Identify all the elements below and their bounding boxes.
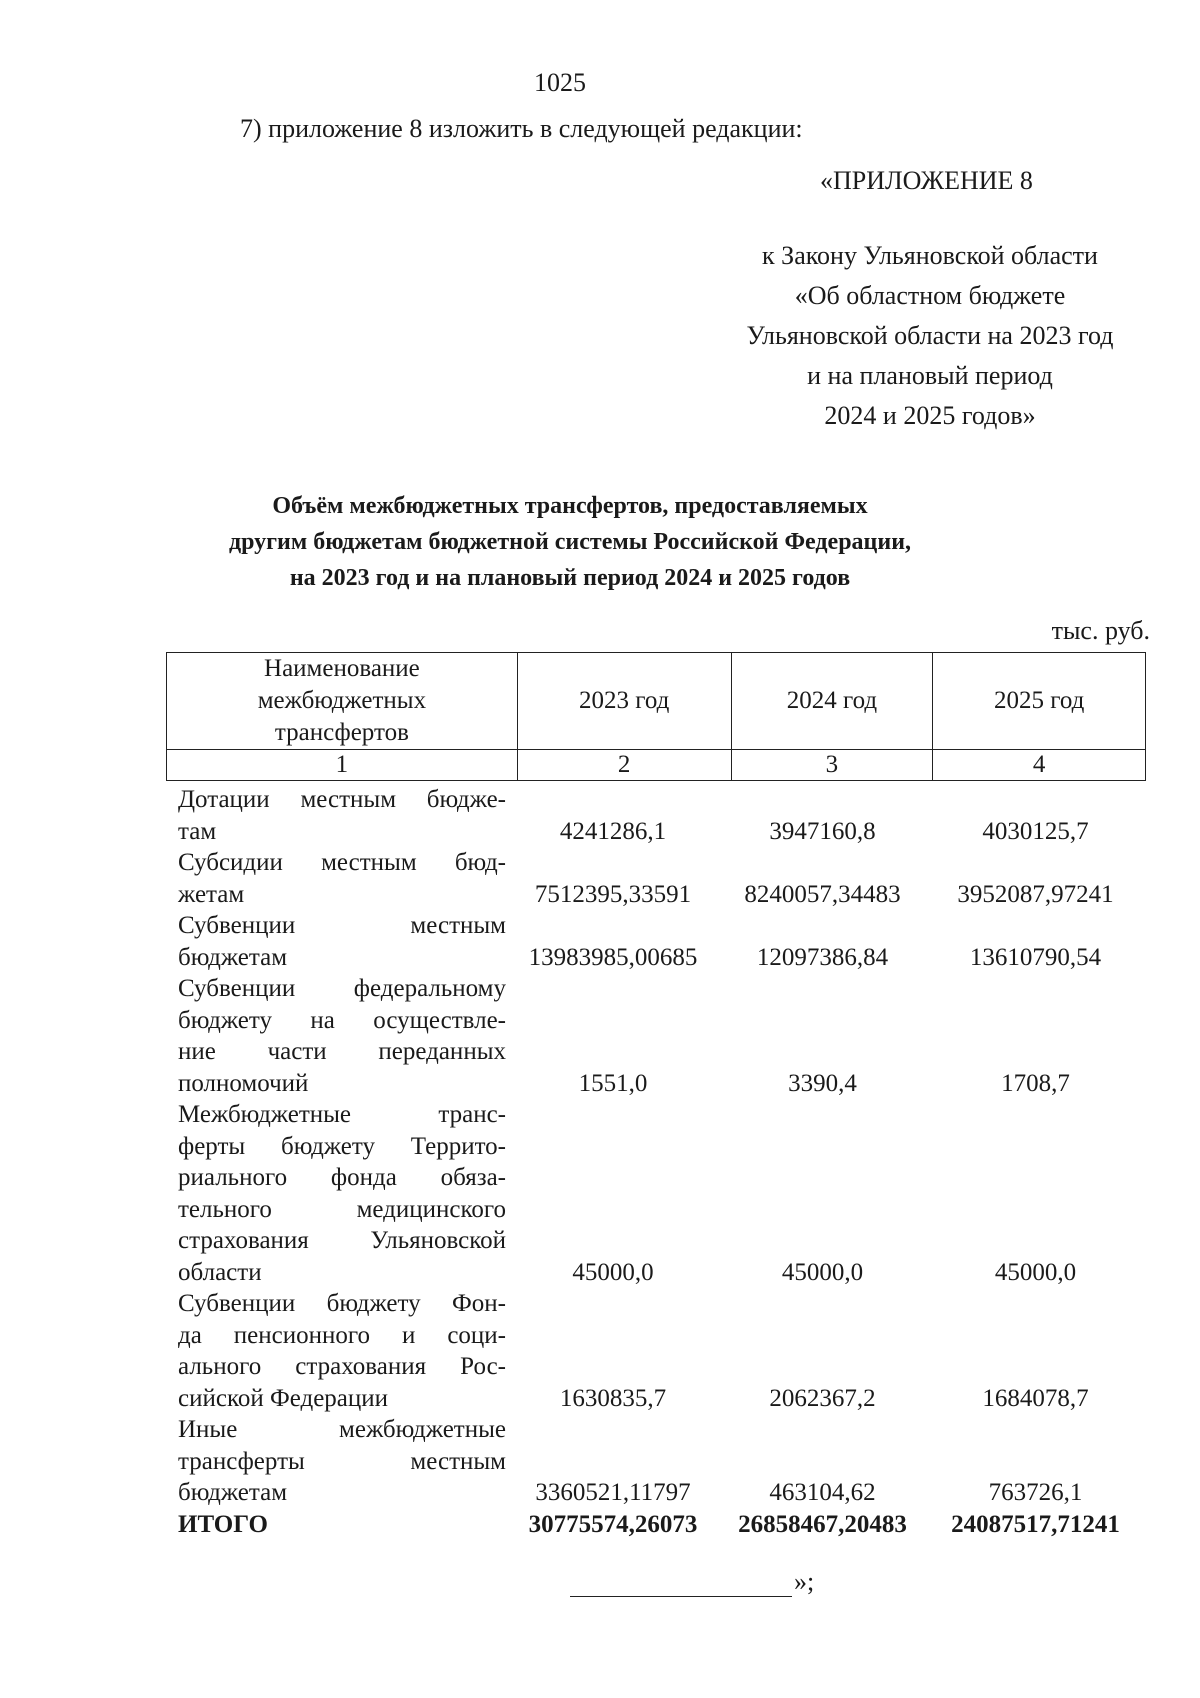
total-2025: 24087517,71241 bbox=[951, 1510, 1120, 1538]
total-label: ИТОГО bbox=[178, 1510, 268, 1538]
row-name-line: трансферты местным bbox=[178, 1447, 506, 1475]
table-row bbox=[166, 973, 1146, 1099]
page-number: 1025 bbox=[534, 68, 586, 97]
value-2023: 7512395,33591 bbox=[534, 880, 692, 908]
value-2024: 45000,0 bbox=[781, 1258, 864, 1286]
intro-line: 7) приложение 8 изложить в следующей редакции: bbox=[240, 114, 803, 143]
row-name-line: тельного медицинского bbox=[178, 1195, 506, 1223]
header-2024: 2024 год bbox=[731, 653, 933, 750]
closing-quote: »; bbox=[794, 1567, 815, 1596]
title-line: на 2023 год и на плановый период 2024 и 2025 годов bbox=[289, 565, 851, 591]
appendix-label: «ПРИЛОЖЕНИЕ 8 bbox=[820, 166, 1033, 195]
row-name-line: Субвенции местным bbox=[178, 912, 506, 939]
value-2024: 3947160,8 bbox=[769, 817, 876, 845]
document-title bbox=[200, 488, 940, 596]
column-number: 4 bbox=[933, 750, 1146, 781]
row-name-line: страхования Ульяновской bbox=[178, 1227, 506, 1254]
law-reference-line: и на плановый период bbox=[807, 361, 1053, 390]
value-2024: 12097386,84 bbox=[756, 943, 889, 971]
row-name-line: риального фонда обяза- bbox=[178, 1164, 506, 1191]
value-2023: 1630835,7 bbox=[559, 1384, 667, 1412]
row-name-line: бюджету на осуществле- bbox=[178, 1006, 506, 1034]
value-2025: 763726,1 bbox=[988, 1479, 1083, 1506]
column-number: 2 bbox=[517, 750, 731, 781]
row-name-line: Дотации местным бюдже- bbox=[178, 786, 506, 813]
law-reference bbox=[720, 236, 1140, 436]
closing-underline bbox=[570, 1570, 792, 1597]
units-label: тыс. руб. bbox=[1051, 616, 1150, 645]
header-2025: 2025 год bbox=[933, 653, 1146, 750]
row-name-line: Иные межбюджетные bbox=[178, 1416, 506, 1443]
row-name-line: бюджетам bbox=[178, 943, 288, 971]
header-name bbox=[167, 653, 518, 750]
value-2023: 1551,0 bbox=[578, 1069, 648, 1097]
row-name bbox=[166, 1414, 506, 1509]
row-name-line: Субвенции федеральному bbox=[178, 975, 506, 1002]
value-2024: 2062367,2 bbox=[769, 1384, 876, 1412]
value-2025: 1684078,7 bbox=[982, 1384, 1089, 1412]
header-2023: 2023 год bbox=[517, 653, 731, 750]
header-row bbox=[167, 653, 1146, 750]
row-name-line: там bbox=[178, 817, 217, 845]
column-number-row bbox=[167, 750, 1146, 781]
table-row bbox=[166, 847, 1146, 910]
header-name-line: трансфертов bbox=[274, 719, 409, 746]
row-name bbox=[166, 1099, 506, 1288]
value-2023: 13983985,00685 bbox=[528, 943, 698, 971]
value-2025: 4030125,7 bbox=[982, 817, 1089, 845]
table-row bbox=[166, 1099, 1146, 1288]
value-2024: 8240057,34483 bbox=[744, 880, 901, 908]
value-2023: 3360521,11797 bbox=[535, 1479, 691, 1506]
title-line: Объём межбюджетных трансфертов, предоставляемых bbox=[272, 493, 868, 519]
law-reference-line: к Закону Ульяновской области bbox=[762, 241, 1098, 270]
table-row bbox=[166, 910, 1146, 973]
total-2023: 30775574,26073 bbox=[528, 1510, 698, 1538]
header-name-line: межбюджетных bbox=[257, 687, 427, 714]
header-name-line: Наименование bbox=[264, 655, 420, 682]
row-name-line: Субвенции бюджету Фон- bbox=[178, 1290, 506, 1317]
row-name-line: сийской Федерации bbox=[178, 1384, 389, 1412]
row-name-line: ферты бюджету Террито- bbox=[178, 1132, 506, 1160]
table-body bbox=[166, 784, 1146, 1540]
row-name bbox=[166, 910, 506, 973]
row-name bbox=[166, 847, 506, 910]
row-name-line: жетам bbox=[178, 880, 245, 908]
row-name-line: полномочий bbox=[178, 1069, 309, 1097]
row-name-line: ального страхования Рос- bbox=[178, 1353, 506, 1380]
table-row bbox=[166, 1414, 1146, 1509]
table-row bbox=[166, 784, 1146, 847]
column-number: 1 bbox=[167, 750, 518, 781]
value-2025: 45000,0 bbox=[994, 1258, 1077, 1286]
value-2025: 3952087,97241 bbox=[957, 880, 1114, 908]
title-line: другим бюджетам бюджетной системы Российской Федерации, bbox=[228, 529, 912, 555]
value-2023: 45000,0 bbox=[572, 1258, 654, 1286]
law-reference-line: Ульяновской области на 2023 год bbox=[746, 321, 1114, 350]
row-name-line: Субсидии местным бюд- bbox=[178, 849, 506, 876]
row-name-line: да пенсионного и соци- bbox=[178, 1321, 506, 1349]
table-row bbox=[166, 1288, 1146, 1414]
row-name-line: Межбюджетные транс- bbox=[178, 1101, 506, 1128]
total-row bbox=[166, 1509, 1146, 1541]
value-2024: 463104,62 bbox=[769, 1479, 876, 1506]
law-reference-line: «Об областном бюджете bbox=[794, 281, 1066, 310]
row-name-line: бюджетам bbox=[178, 1479, 288, 1506]
row-name bbox=[166, 784, 506, 847]
value-2024: 3390,4 bbox=[788, 1069, 857, 1097]
law-reference-line: 2024 и 2025 годов» bbox=[824, 401, 1036, 430]
total-2024: 26858467,20483 bbox=[738, 1510, 907, 1538]
row-name bbox=[166, 973, 506, 1099]
value-2025: 1708,7 bbox=[1001, 1069, 1070, 1097]
row-name bbox=[166, 1288, 506, 1414]
row-name-line: ние части переданных bbox=[178, 1038, 506, 1065]
table-header bbox=[166, 652, 1146, 781]
row-name-line: области bbox=[178, 1258, 262, 1286]
value-2023: 4241286,1 bbox=[559, 817, 667, 845]
column-number: 3 bbox=[731, 750, 933, 781]
value-2025: 13610790,54 bbox=[969, 943, 1102, 971]
closing-mark bbox=[570, 1567, 814, 1597]
